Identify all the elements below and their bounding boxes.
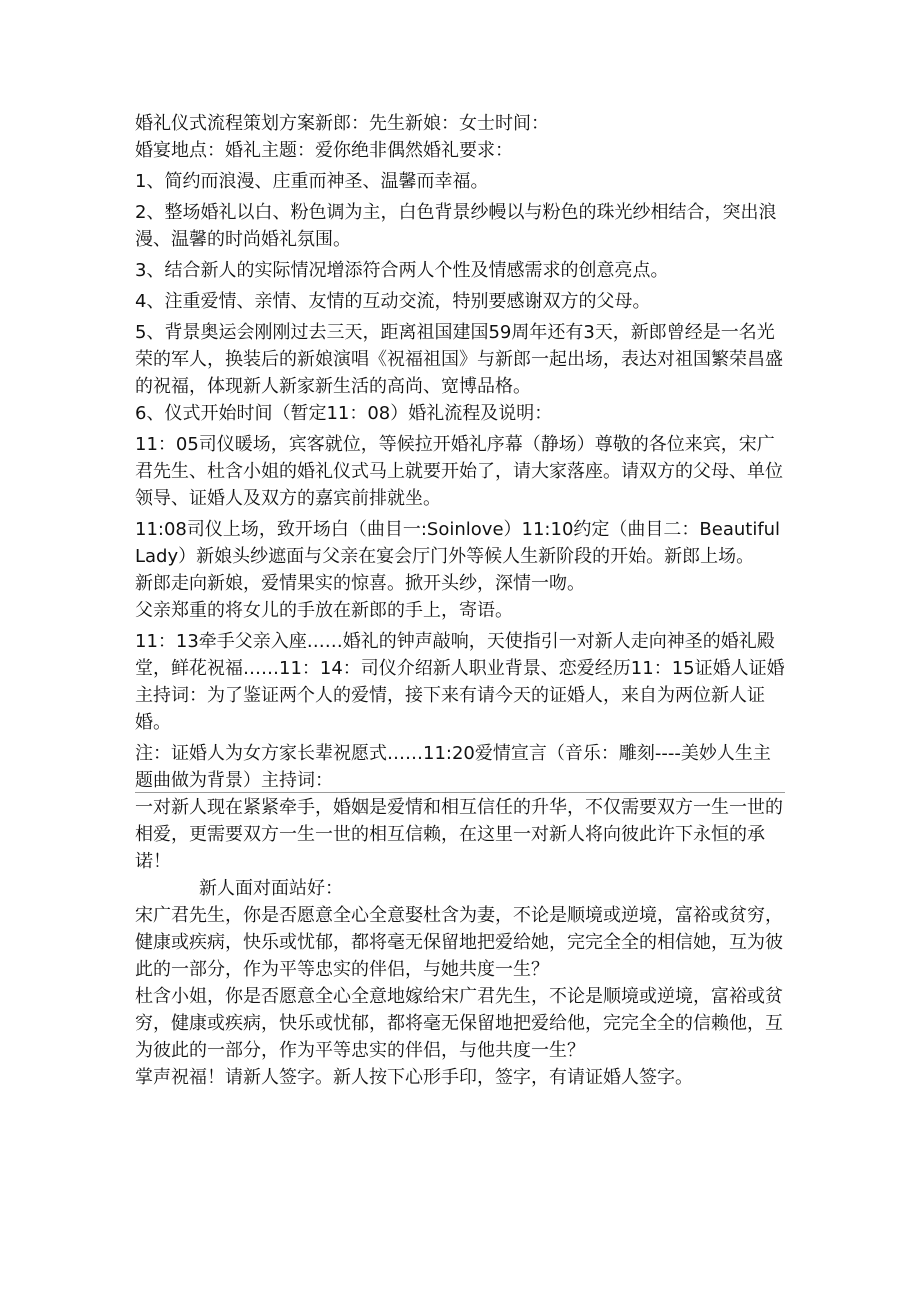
flow-groom-walks: 新郎走向新娘，爱情果实的惊喜。掀开头纱，深情一吻。 bbox=[135, 573, 585, 594]
wedding-plan-title-line: 婚礼仪式流程策划方案新郎：先生新娘：女士时间： bbox=[135, 113, 549, 134]
document-body bbox=[135, 110, 785, 1091]
host-words: 一对新人现在紧紧牵手，婚姻是爱情和相互信任的升华，不仅需要双方一生一世的相爱，更需要双方一生一世的相互信赖，在这里一对新人将向彼此许下永恒的承诺！ bbox=[135, 797, 783, 872]
venue-theme-line: 婚宴地点：婚礼主题：爱你绝非偶然婚礼要求： bbox=[135, 140, 513, 161]
requirement-2: 2、整场婚礼以白、粉色调为主，白色背景纱幔以与粉色的珠光纱相结合，突出浪漫、温馨的时尚婚礼氛围。 bbox=[135, 202, 777, 250]
flow-father-hands: 父亲郑重的将女儿的手放在新郎的手上，寄语。 bbox=[135, 600, 513, 621]
requirement-4: 4、注重爱情、亲情、友情的互动交流，特别要感谢双方的父母。 bbox=[135, 291, 651, 312]
flow-1105: 11：05司仪暖场，宾客就位，等候拉开婚礼序幕（静场）尊敬的各位来宾，宋广君先生、杜含小姐的婚礼仪式马上就要开始了，请大家落座。请双方的父母、单位领导、证婚人及双方的嘉宾前排就坐。 bbox=[135, 434, 783, 509]
flow-1113: 11：13牵手父亲入座……婚礼的钟声敲响，天使指引一对新人走向神圣的婚礼殿堂，鲜花祝福……11：14：司仪介绍新人职业背景、恋爱经历11：15证婚人证婚主持词：为了鉴证两个人的爱情，接下来有请今天的证婚人，来自为两位新人证婚。 bbox=[135, 631, 785, 733]
bride-vow: 杜含小姐，你是否愿意全心全意地嫁给宋广君先生，不论是顺境或逆境，富裕或贫穷，健康或疾病，快乐或忧郁，都将毫无保留地把爱给他，完完全全的信赖他，互为彼此的一部分，作为平等忠实的伴侣，与他共度一生？ bbox=[135, 986, 783, 1061]
groom-vow: 宋广君先生，你是否愿意全心全意娶杜含为妻，不论是顺境或逆境，富裕或贫穷，健康或疾病，快乐或忧郁，都将毫无保留地把爱给她，完完全全的相信她，互为彼此的一部分，作为平等忠实的伴侣，与她共度一生？ bbox=[135, 905, 783, 980]
requirement-6: 6、仪式开始时间（暂定11：08）婚礼流程及说明： bbox=[135, 403, 553, 424]
flow-1108: 11:08司仪上场，致开场白（曲目一:Soinlove）11:10约定（曲目二：BeautifulLady）新娘头纱遮面与父亲在宴会厅门外等候人生新阶段的开始。新郎上场。 bbox=[135, 519, 781, 567]
requirement-1: 1、简约而浪漫、庄重而神圣、温馨而幸福。 bbox=[135, 171, 489, 192]
requirement-3: 3、结合新人的实际情况增添符合两人个性及情感需求的创意亮点。 bbox=[135, 260, 669, 281]
signing-line: 掌声祝福！请新人签字。新人按下心形手印，签字，有请证婚人签字。 bbox=[135, 1067, 693, 1088]
requirement-5: 5、背景奥运会刚刚过去三天，距离祖国建国59周年还有3天，新郎曾经是一名光荣的军人，换装后的新娘演唱《祝福祖国》与新郎一起出场，表达对祖国繁荣昌盛的祝福，体现新人新家新生活的高尚、宽博品格。 bbox=[135, 322, 783, 397]
note-witness: 注：证婚人为女方家长辈祝愿式……11:20爱情宣言（音乐：雕刻----美妙人生主题曲做为背景）主持词： bbox=[135, 743, 771, 791]
face-to-face-line: 新人面对面站好： bbox=[199, 878, 343, 899]
page-divider-line bbox=[135, 792, 785, 793]
